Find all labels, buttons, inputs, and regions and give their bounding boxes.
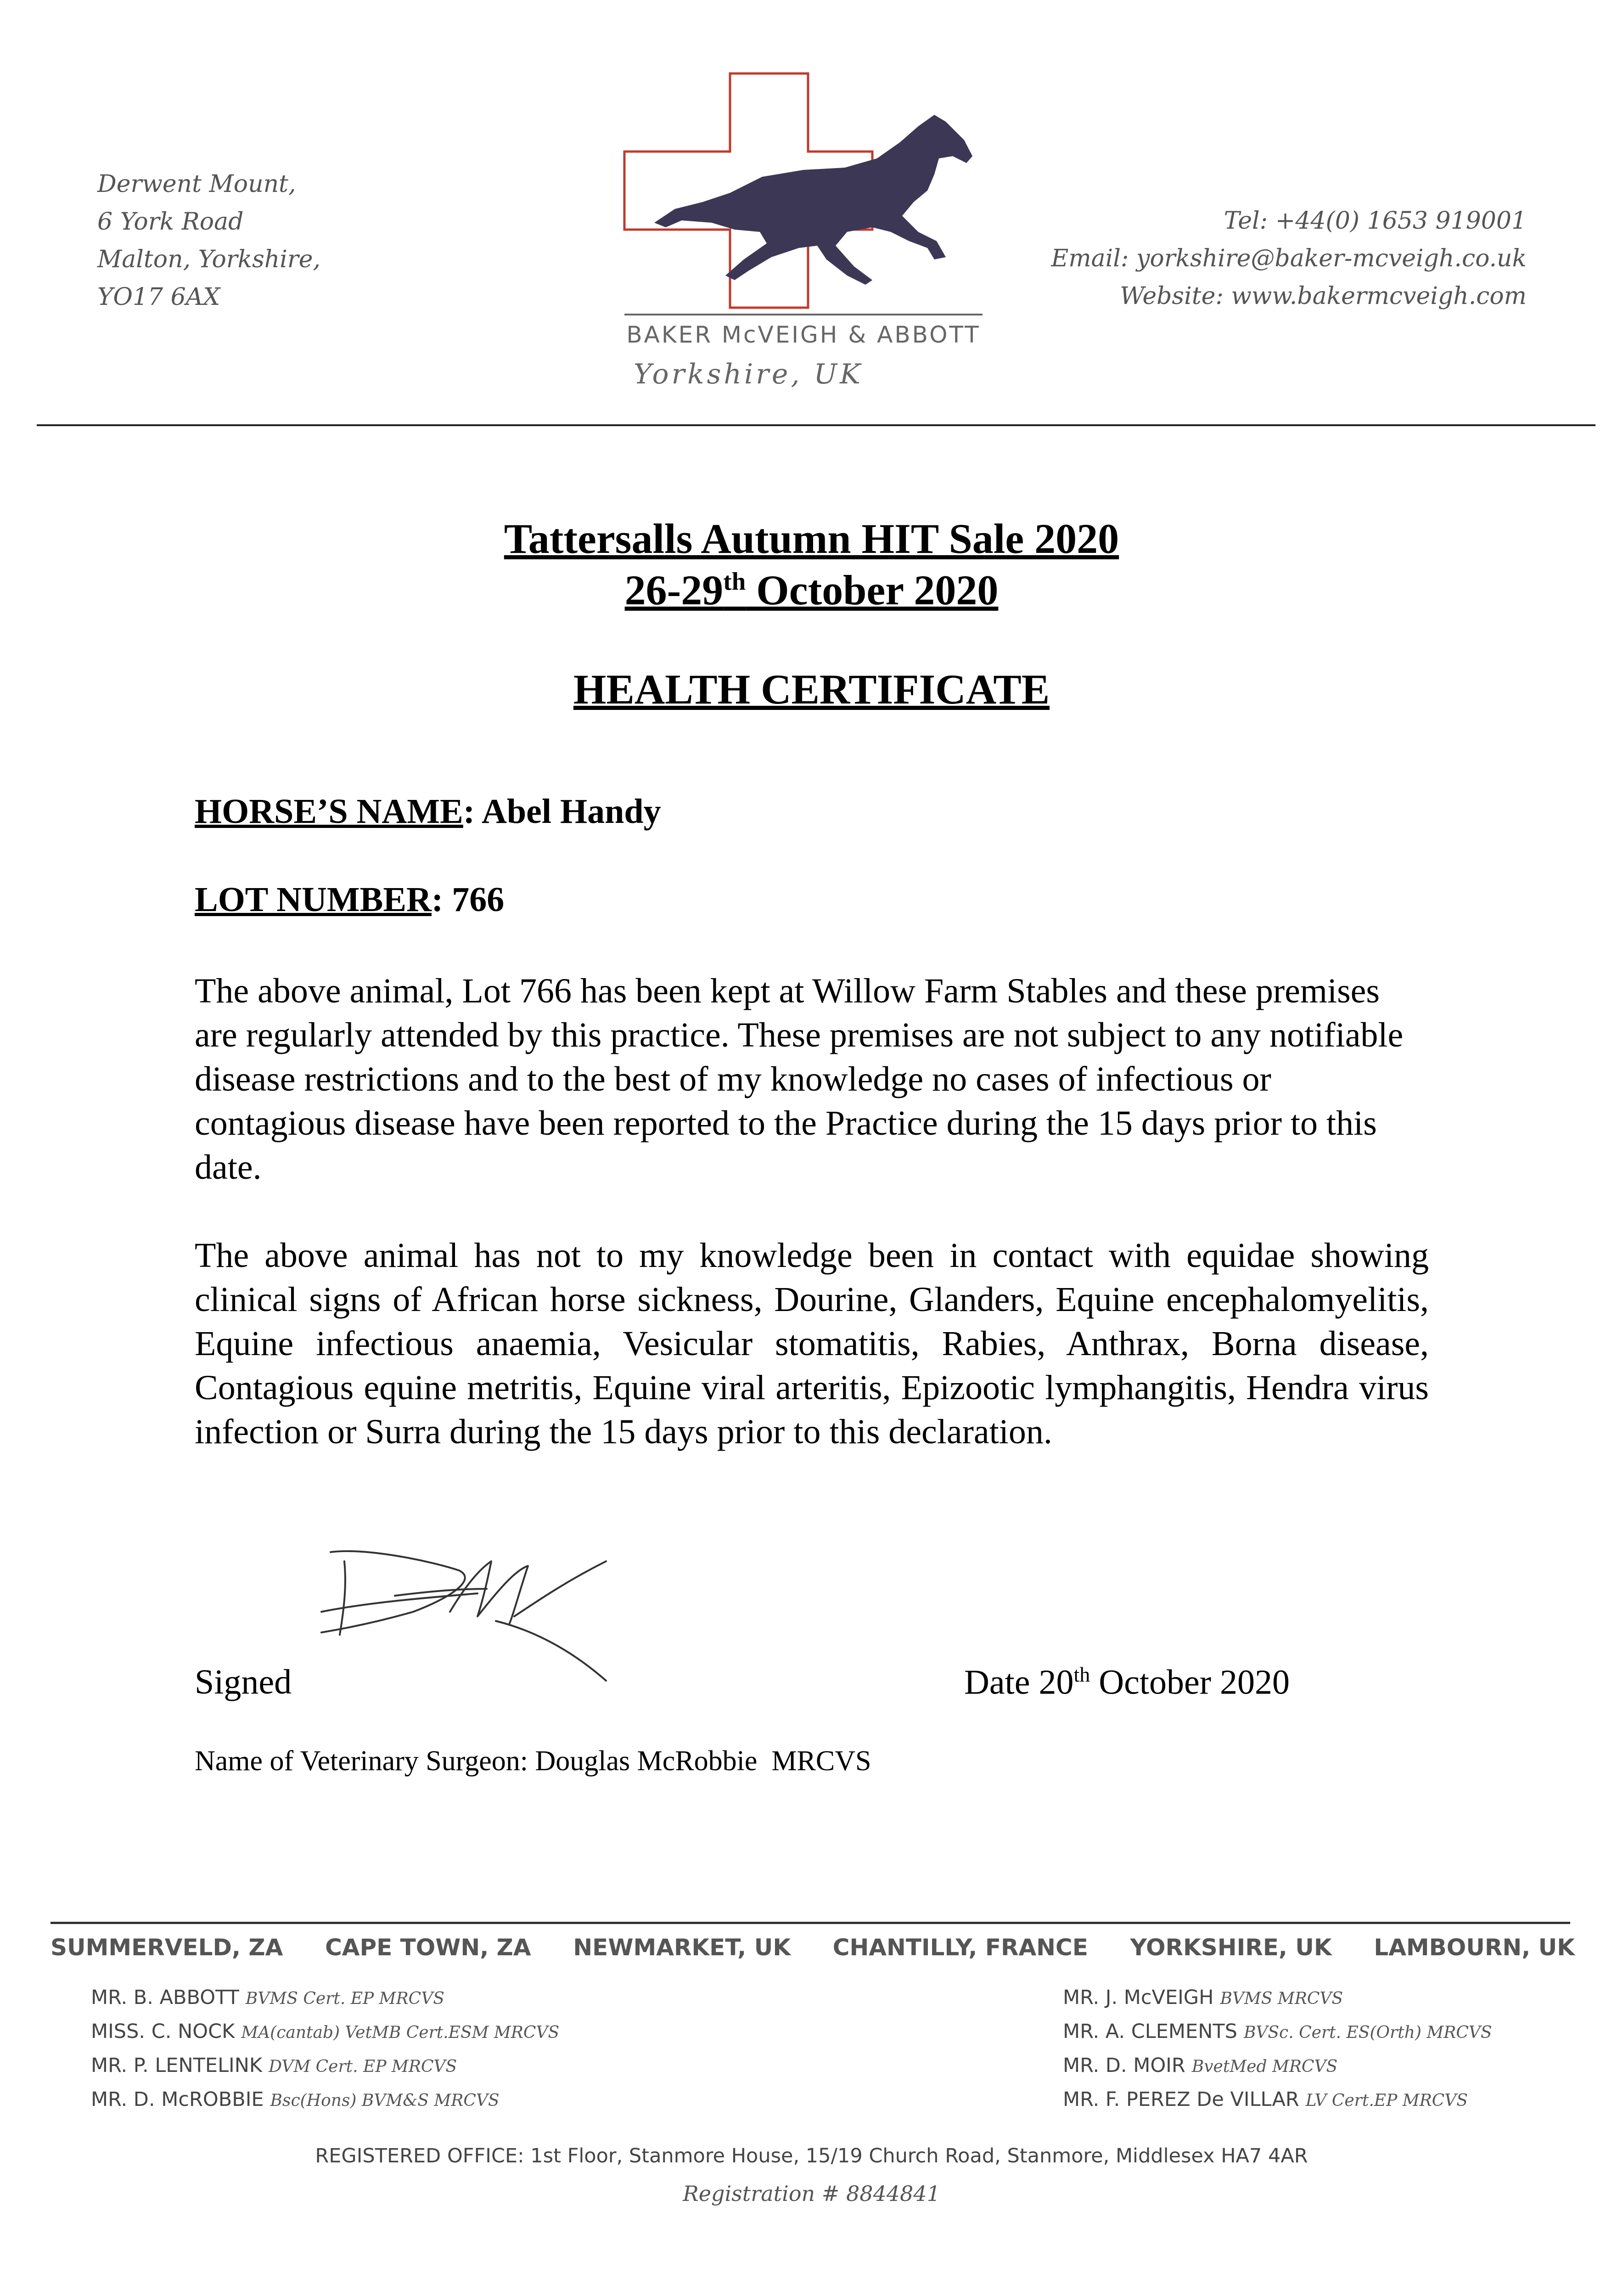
premises-statement: The above animal, Lot 766 has been kept at Willow Farm Stables and these premises are regularly attended by this practice. These premises are not subject to any notifiable disease restrictions and to the best of my knowledge no cases of infectious or contagious disease have been reported to the Practice during the 15 days prior to this date. (195, 972, 1404, 1187)
horse-name-field (195, 792, 661, 832)
vet-entry: MR. D. McROBBIE Bsc(Hons) BVM&S MRCVS (91, 2088, 500, 2111)
horse-name-label: HORSE’S NAME (195, 792, 463, 831)
signed-label: Signed (195, 1663, 292, 1701)
disease-contact-statement: The above animal has not to my knowledge been in contact with equidae showing clinical signs of African horse sickness, Dourine, Glanders, Equine encephalomyelitis, Equine infectious anaemia, Vesicular stomatitis, Rabies, Anthrax, Borna disease, Contagious equine metritis, Equine viral arteritis, Epizootic lymphangitis, Hendra virus infection or Surra during the 15 days prior to this declaration. (195, 1236, 1429, 1451)
contact-email: Email: yorkshire@baker-mcveigh.co.uk (1051, 245, 1527, 272)
location-item: CHANTILLY, FRANCE (832, 1934, 1088, 1961)
handwritten-signature-icon (312, 1543, 725, 1694)
sale-title: Tattersalls Autumn HIT Sale 2020 (504, 515, 1119, 562)
location-item: LAMBOURN, UK (1374, 1934, 1575, 1961)
vet-entry: MISS. C. NOCK MA(cantab) VetMB Cert.ESM MRCVS (91, 2020, 560, 2043)
address-line: 6 York Road (97, 208, 244, 236)
address-line: YO17 6AX (97, 283, 220, 311)
lot-number-field (195, 880, 504, 920)
sale-dates: 26-29th October 2020 (624, 567, 999, 613)
address-line: Malton, Yorkshire, (97, 246, 321, 273)
registered-office: REGISTERED OFFICE: 1st Floor, Stanmore House, 15/19 Church Road, Stanmore, Middlesex HA7 4AR (315, 2144, 1308, 2167)
vet-entry: MR. P. LENTELINK DVM Cert. EP MRCVS (91, 2054, 457, 2077)
footer-divider (51, 1922, 1570, 1924)
signature-date: Date 20th October 2020 (964, 1663, 1290, 1702)
location-item: CAPE TOWN, ZA (325, 1934, 531, 1961)
horse-name-value: : Abel Handy (463, 792, 661, 831)
vets-list-left (91, 1986, 559, 2122)
location-item: NEWMARKET, UK (573, 1934, 791, 1961)
vet-entry: MR. F. PEREZ De VILLAR LV Cert.EP MRCVS (1063, 2088, 1468, 2111)
practice-address (97, 165, 419, 316)
lot-number-value: : 766 (431, 880, 505, 919)
office-locations (51, 1934, 1575, 1961)
vet-entry: MR. A. CLEMENTS BVSc. Cert. ES(Orth) MRCVS (1063, 2020, 1492, 2043)
location-item: SUMMERVELD, ZA (51, 1934, 283, 1961)
vet-entry: MR. B. ABBOTT BVMS Cert. EP MRCVS (91, 1986, 444, 2009)
vet-entry: MR. D. MOIR BvetMed MRCVS (1063, 2054, 1338, 2077)
header-divider (37, 424, 1595, 426)
vet-entry: MR. J. McVEIGH BVMS MRCVS (1063, 1986, 1343, 2009)
contact-tel: Tel: +44(0) 1653 919001 (1224, 207, 1527, 235)
veterinary-surgeon-name: Name of Veterinary Surgeon: Douglas McRobbie MRCVS (195, 1745, 871, 1777)
cross-horse-logo-icon (597, 64, 1010, 321)
lot-number-label: LOT NUMBER (195, 880, 432, 919)
horse-silhouette-icon (654, 115, 972, 285)
registration-number: Registration # 8844841 (683, 2181, 940, 2206)
contact-website: Website: www.bakermcveigh.com (1120, 282, 1527, 310)
practice-contact (976, 202, 1527, 315)
logo-location: Yorkshire, UK (634, 358, 863, 390)
vets-list-right (1063, 1986, 1492, 2122)
location-item: YORKSHIRE, UK (1130, 1934, 1332, 1961)
certificate-heading: HEALTH CERTIFICATE (573, 666, 1050, 713)
logo-practice-name: BAKER McVEIGH & ABBOTT (626, 321, 981, 348)
address-line: Derwent Mount, (97, 170, 296, 198)
practice-logo (597, 64, 1010, 404)
